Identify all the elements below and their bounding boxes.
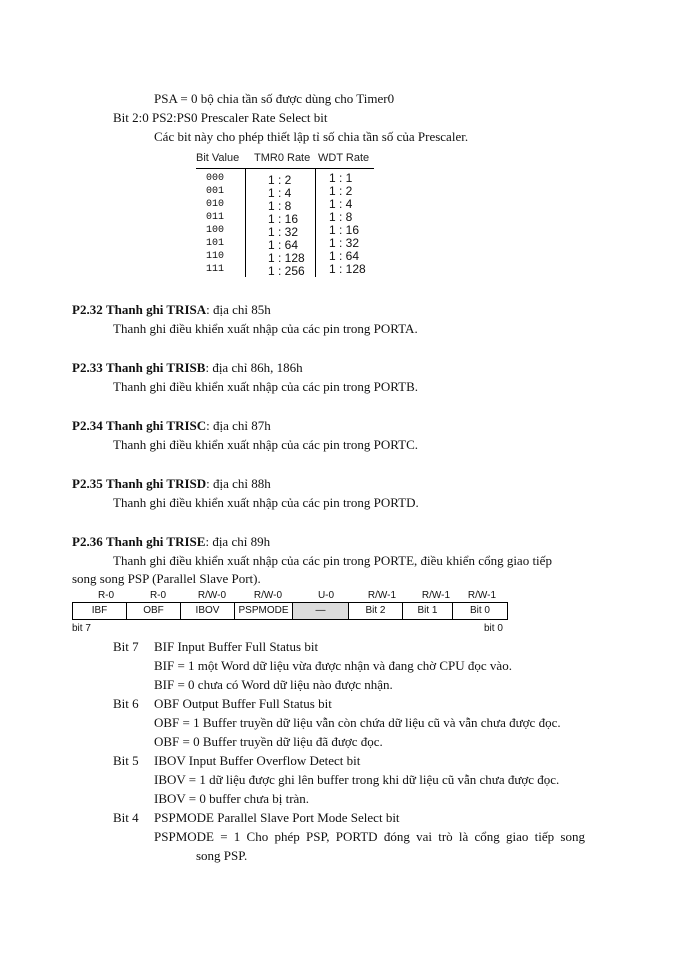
bit-desc-line: song PSP.: [196, 848, 248, 863]
section-name: Thanh ghi TRISD: [105, 476, 207, 491]
table-cell: 1 : 32: [329, 236, 360, 250]
register-access: R/W-1: [367, 590, 397, 601]
table-divider-1: [245, 168, 246, 277]
table-header-wdt-rate: WDT Rate: [318, 152, 370, 164]
bit-value-column: [206, 172, 224, 276]
table-cell: 1 : 32: [268, 225, 299, 239]
section-address: : địa chỉ 86h, 186h: [205, 360, 303, 375]
register-cell-ibf: IBF: [73, 603, 127, 619]
table-cell: 100: [206, 225, 225, 236]
register-cell-obf: OBF: [127, 603, 181, 619]
table-cell: 010: [206, 199, 225, 210]
section-desc-trisd: Thanh ghi điều khiển xuất nhập của các pin trong PORTD.: [113, 495, 419, 510]
table-cell: 000: [206, 173, 225, 184]
section-id: P2.35: [72, 476, 103, 491]
section-heading-trisc: [72, 418, 271, 433]
bit-desc-line: OBF = 0 Buffer truyền dữ liệu đã được đọc.: [154, 734, 383, 749]
section-address: : địa chỉ 85h: [206, 302, 271, 317]
section-address: : địa chỉ 88h: [206, 476, 271, 491]
register-access: R-0: [97, 590, 115, 601]
table-header-tmr0-rate: TMR0 Rate: [254, 152, 311, 164]
table-cell: 1 : 2: [329, 184, 353, 198]
register-access: R-0: [149, 590, 167, 601]
bit-desc-line: BIF = 0 chưa có Word dữ liệu nào được nhận.: [154, 677, 393, 692]
section-desc-trisa: Thanh ghi điều khiển xuất nhập của các pin trong PORTA.: [113, 321, 418, 336]
register-access: R/W-1: [467, 590, 497, 601]
table-cell: 1 : 16: [329, 223, 360, 237]
table-cell: 1 : 1: [329, 171, 353, 185]
tmr0-rate-column: [268, 174, 305, 278]
table-cell: 1 : 128: [329, 262, 366, 276]
table-cell: 111: [206, 264, 225, 275]
table-cell: 1 : 4: [329, 197, 353, 211]
bit-desc-line: PSPMODE = 1 Cho phép PSP, PORTD đóng vai trò là cổng giao tiếp song: [154, 829, 585, 844]
bit-title: BIF Input Buffer Full Status bit: [154, 639, 319, 654]
table-cell: 101: [206, 238, 225, 249]
register-access: R/W-0: [197, 590, 227, 601]
table-divider-2: [315, 168, 316, 277]
register-cell-bit2: Bit 2: [349, 603, 403, 619]
bit-title: PSPMODE Parallel Slave Port Mode Select bit: [154, 810, 400, 825]
section-name: Thanh ghi TRISA: [105, 302, 207, 317]
table-cell: 1 : 64: [268, 238, 299, 252]
table-cell: 1 : 2: [268, 173, 292, 187]
table-cell: 110: [206, 251, 225, 262]
section-name: Thanh ghi TRISE: [105, 534, 206, 549]
register-bit-box: [72, 602, 508, 620]
bit-desc-line: IBOV = 0 buffer chưa bị tràn.: [154, 791, 310, 806]
bit-desc-line: IBOV = 1 dữ liệu được ghi lên buffer trong khi dữ liệu cũ vẫn chưa được đọc.: [154, 772, 560, 787]
section-heading-trisd: [72, 476, 271, 491]
section-desc-trisc: Thanh ghi điều khiển xuất nhập của các pin trong PORTC.: [113, 437, 419, 452]
bit-label: Bit 5: [113, 753, 139, 768]
bit-desc-line: OBF = 1 Buffer truyền dữ liệu vẫn còn chứa dữ liệu cũ và vẫn chưa được đọc.: [154, 715, 561, 730]
prescaler-desc: Các bit này cho phép thiết lập tỉ số chia tần số của Prescaler.: [154, 129, 469, 144]
section-id: P2.32: [72, 302, 103, 317]
register-access: R/W-1: [421, 590, 451, 601]
bit-desc-line: BIF = 1 một Word dữ liệu vừa được nhận và đang chờ CPU đọc vào.: [154, 658, 512, 673]
section-desc-trisb: Thanh ghi điều khiển xuất nhập của các pin trong PORTB.: [113, 379, 419, 394]
table-cell: 1 : 64: [329, 249, 360, 263]
table-header-bit-value: Bit Value: [196, 152, 240, 164]
section-name: Thanh ghi TRISB: [105, 360, 206, 375]
register-access: U-0: [317, 590, 335, 601]
section-heading-trisa: [72, 302, 271, 317]
register-msb-label: bit 7: [72, 623, 91, 634]
register-cell-bit1: Bit 1: [403, 603, 453, 619]
table-header-rule: [196, 168, 374, 169]
section-address: : địa chỉ 87h: [206, 418, 271, 433]
table-cell: 1 : 256: [268, 264, 305, 278]
register-cell-unused: —: [293, 603, 349, 619]
section-heading-trisb: [72, 360, 303, 375]
table-cell: 1 : 4: [268, 186, 292, 200]
register-cell-pspmode: PSPMODE: [235, 603, 293, 619]
section-heading-trise: [72, 534, 270, 549]
section-id: P2.34: [72, 418, 103, 433]
table-cell: 1 : 128: [268, 251, 305, 265]
bit-label: Bit 4: [113, 810, 139, 825]
table-cell: 1 : 8: [268, 199, 292, 213]
table-cell: 011: [206, 212, 225, 223]
section-desc-trise-line1: Thanh ghi điều khiển xuất nhập của các pin trong PORTE, điều khiển cổng giao tiếp: [113, 553, 552, 568]
bit-title: OBF Output Buffer Full Status bit: [154, 696, 332, 711]
register-cell-bit0: Bit 0: [469, 605, 490, 616]
section-id: P2.33: [72, 360, 103, 375]
table-cell: 1 : 8: [329, 210, 353, 224]
register-cell-ibov: IBOV: [181, 603, 235, 619]
bit-title: IBOV Input Buffer Overflow Detect bit: [154, 753, 361, 768]
psa-line: PSA = 0 bộ chia tần số được dùng cho Timer0: [154, 91, 395, 106]
section-desc-trise-line2: song song PSP (Parallel Slave Port).: [72, 571, 261, 586]
section-name: Thanh ghi TRISC: [105, 418, 207, 433]
register-lsb-label: bit 0: [484, 623, 503, 634]
section-address: : địa chỉ 89h: [205, 534, 271, 549]
bit-label: Bit 7: [113, 639, 139, 654]
table-cell: 1 : 16: [268, 212, 299, 226]
table-cell: 001: [206, 186, 225, 197]
bit-label: Bit 6: [113, 696, 139, 711]
wdt-rate-column: [329, 172, 366, 276]
section-id: P2.36: [72, 534, 103, 549]
register-access: R/W-0: [253, 590, 283, 601]
bit20-line: Bit 2:0 PS2:PS0 Prescaler Rate Select bit: [113, 110, 328, 125]
